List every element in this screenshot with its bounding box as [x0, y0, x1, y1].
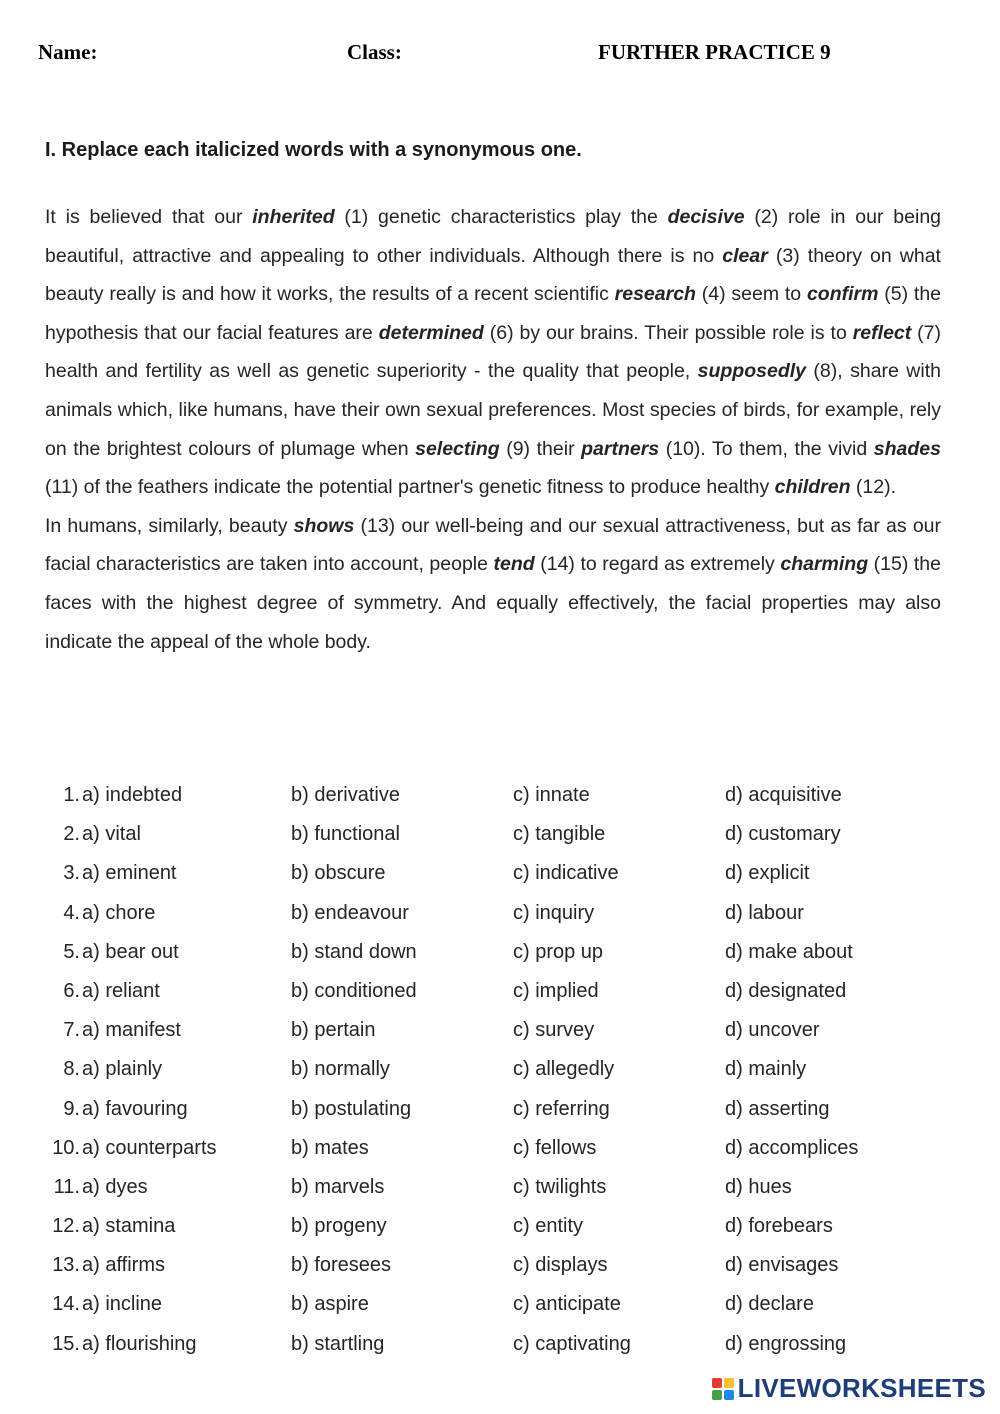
option-b: b) mates — [291, 1136, 369, 1159]
option-b: b) functional — [291, 823, 400, 846]
liveworksheets-logo-icon — [712, 1378, 734, 1400]
option-b: b) startling — [291, 1332, 385, 1355]
option-b: b) pertain — [291, 1019, 376, 1042]
italicized-keyword: decisive — [667, 206, 745, 228]
question-number: 7. — [63, 1019, 80, 1042]
italicized-keyword: charming — [780, 553, 869, 576]
option-b: b) aspire — [291, 1293, 369, 1316]
passage-text: (6) by our brains. Their possible role is to — [483, 321, 853, 344]
question-number: 5. — [63, 940, 80, 963]
option-d: d) explicit — [725, 862, 810, 885]
passage-text: (13) our well-being and our sexual attractiveness, but as far as our facial characteristics are taken into account, people — [45, 514, 941, 576]
option-c: c) survey — [513, 1019, 595, 1042]
passage-text: (11) of the feathers indicate the potential partner's genetic fitness to produce healthy — [45, 476, 775, 499]
italicized-keyword: shades — [873, 437, 941, 460]
option-a: a) reliant — [82, 979, 160, 1002]
question-number: 8. — [63, 1058, 80, 1081]
option-b: b) endeavour — [291, 901, 409, 924]
passage-paragraph-2 — [45, 507, 941, 661]
italicized-keyword: determined — [378, 321, 484, 344]
question-row-11 — [0, 1170, 1000, 1209]
option-c: c) implied — [513, 979, 599, 1002]
italicized-keyword: shows — [293, 514, 355, 537]
worksheet-title: FURTHER PRACTICE 9 — [598, 40, 831, 64]
question-row-12 — [0, 1209, 1000, 1248]
italicized-keyword: confirm — [806, 283, 879, 306]
question-row-3 — [0, 856, 1000, 895]
question-number: 13. — [52, 1254, 80, 1277]
option-a: a) affirms — [82, 1254, 165, 1277]
option-a: a) chore — [82, 901, 156, 924]
passage-text: (10). To them, the vivid — [659, 437, 874, 460]
options-list — [0, 778, 1000, 1366]
option-b: b) postulating — [291, 1097, 412, 1120]
option-a: a) stamina — [82, 1215, 176, 1238]
option-d: d) declare — [725, 1293, 814, 1316]
option-a: a) indebted — [82, 784, 183, 806]
question-number: 15. — [52, 1332, 80, 1355]
option-c: c) captivating — [513, 1332, 631, 1355]
option-c: c) innate — [513, 784, 590, 806]
question-row-15 — [0, 1327, 1000, 1366]
passage-text: (2) role in our being beautiful, attractive and appealing to other individuals. Although there is no — [45, 206, 942, 267]
passage-text: (12). — [850, 476, 897, 499]
question-row-8 — [0, 1052, 1000, 1091]
option-c: c) indicative — [513, 862, 619, 885]
italicized-keyword: selecting — [415, 437, 500, 460]
option-a: a) eminent — [82, 862, 177, 885]
option-c: c) entity — [513, 1215, 584, 1238]
option-b: b) derivative — [291, 784, 400, 806]
option-d: d) uncover — [725, 1019, 820, 1042]
option-a: a) plainly — [82, 1058, 163, 1081]
italicized-keyword: children — [774, 476, 851, 499]
logo-square-red — [712, 1378, 722, 1388]
question-number: 2. — [63, 823, 80, 846]
option-b: b) conditioned — [291, 979, 417, 1002]
option-d: d) accomplices — [725, 1136, 859, 1159]
option-a: a) manifest — [82, 1019, 181, 1042]
question-row-5 — [0, 935, 1000, 974]
option-d: d) envisages — [725, 1254, 839, 1277]
question-number: 9. — [63, 1097, 80, 1120]
liveworksheets-text: LIVEWORKSHEETS — [737, 1373, 986, 1403]
option-d: d) designated — [725, 979, 847, 1002]
question-row-2 — [0, 817, 1000, 856]
option-c: c) allegedly — [513, 1058, 615, 1081]
question-row-13 — [0, 1248, 1000, 1287]
option-a: a) vital — [82, 823, 141, 846]
option-d: d) engrossing — [725, 1332, 847, 1355]
option-a: a) counterparts — [82, 1136, 217, 1159]
reading-passage — [45, 198, 941, 661]
passage-text: (5) the hypothesis that our facial features are — [45, 283, 942, 344]
option-c: c) inquiry — [513, 901, 595, 924]
passage-text: (15) the faces with the highest degree of symmetry. And equally effectively, the facial properties may also indicate the appeal of the whole body. — [45, 553, 941, 653]
question-row-6 — [0, 974, 1000, 1013]
italicized-keyword: research — [614, 283, 696, 306]
option-b: b) stand down — [291, 940, 417, 963]
question-row-10 — [0, 1131, 1000, 1170]
option-c: c) referring — [513, 1097, 610, 1120]
option-a: a) dyes — [82, 1175, 148, 1198]
passage-text: (4) seem to — [695, 283, 807, 306]
passage-paragraph-1 — [45, 198, 941, 507]
question-row-9 — [0, 1092, 1000, 1131]
option-a: a) bear out — [82, 940, 179, 963]
class-label: Class: — [347, 40, 402, 64]
question-row-7 — [0, 1013, 1000, 1052]
option-d: d) forebears — [725, 1215, 833, 1238]
question-number: 1. — [63, 784, 80, 806]
option-a: a) favouring — [82, 1097, 188, 1120]
option-c: c) prop up — [513, 940, 604, 963]
passage-text: In humans, similarly, beauty — [45, 514, 294, 537]
option-b: b) marvels — [291, 1175, 385, 1198]
question-number: 14. — [52, 1293, 80, 1316]
option-d: d) make about — [725, 940, 853, 963]
italicized-keyword: reflect — [852, 321, 912, 344]
option-d: d) hues — [725, 1175, 792, 1198]
passage-text: (14) to regard as extremely — [534, 553, 781, 576]
question-number: 10. — [52, 1136, 80, 1159]
question-number: 6. — [63, 979, 80, 1002]
question-row-4 — [0, 896, 1000, 935]
passage-text: It is believed that our — [45, 206, 253, 228]
italicized-keyword: tend — [493, 553, 535, 576]
option-c: c) tangible — [513, 823, 606, 846]
name-label: Name: — [38, 40, 98, 64]
option-b: b) normally — [291, 1058, 390, 1081]
italicized-keyword: inherited — [252, 206, 335, 228]
option-c: c) displays — [513, 1254, 608, 1277]
option-d: d) labour — [725, 901, 804, 924]
italicized-keyword: partners — [581, 437, 660, 460]
passage-text: (8), share with animals which, like humans, have their own sexual preferences. Most species of birds, for example, rely on the brightest colours of plumage when — [45, 360, 941, 460]
option-c: c) fellows — [513, 1136, 597, 1159]
logo-square-yellow — [724, 1378, 734, 1388]
passage-text: (1) genetic characteristics play the — [334, 206, 668, 228]
option-b: b) foresees — [291, 1254, 392, 1277]
option-a: a) incline — [82, 1293, 163, 1316]
option-b: b) obscure — [291, 862, 386, 885]
option-c: c) twilights — [513, 1175, 607, 1198]
question-number: 11. — [53, 1175, 80, 1198]
option-a: a) flourishing — [82, 1332, 197, 1355]
question-number: 12. — [52, 1215, 80, 1238]
passage-text: (7) health and fertility as well as genetic superiority - the quality that people, — [45, 321, 942, 383]
option-d: d) asserting — [725, 1097, 830, 1120]
question-row-14 — [0, 1287, 1000, 1326]
question-row-1 — [0, 778, 1000, 817]
option-c: c) anticipate — [513, 1293, 621, 1316]
logo-square-blue — [724, 1390, 734, 1400]
section-title: I. Replace each italicized words with a synonymous one. — [45, 139, 582, 161]
italicized-keyword: clear — [722, 244, 768, 267]
passage-text: (3) theory on what beauty really is and how it works, the results of a recent scientific — [45, 244, 941, 306]
liveworksheets-brand — [712, 1373, 986, 1404]
passage-text: (9) their — [499, 437, 582, 460]
option-d: d) customary — [725, 823, 841, 846]
question-number: 3. — [63, 862, 80, 885]
option-d: d) acquisitive — [725, 784, 842, 806]
italicized-keyword: supposedly — [697, 360, 806, 383]
logo-square-green — [712, 1390, 722, 1400]
question-number: 4. — [63, 901, 80, 924]
option-b: b) progeny — [291, 1215, 387, 1238]
option-d: d) mainly — [725, 1058, 807, 1081]
